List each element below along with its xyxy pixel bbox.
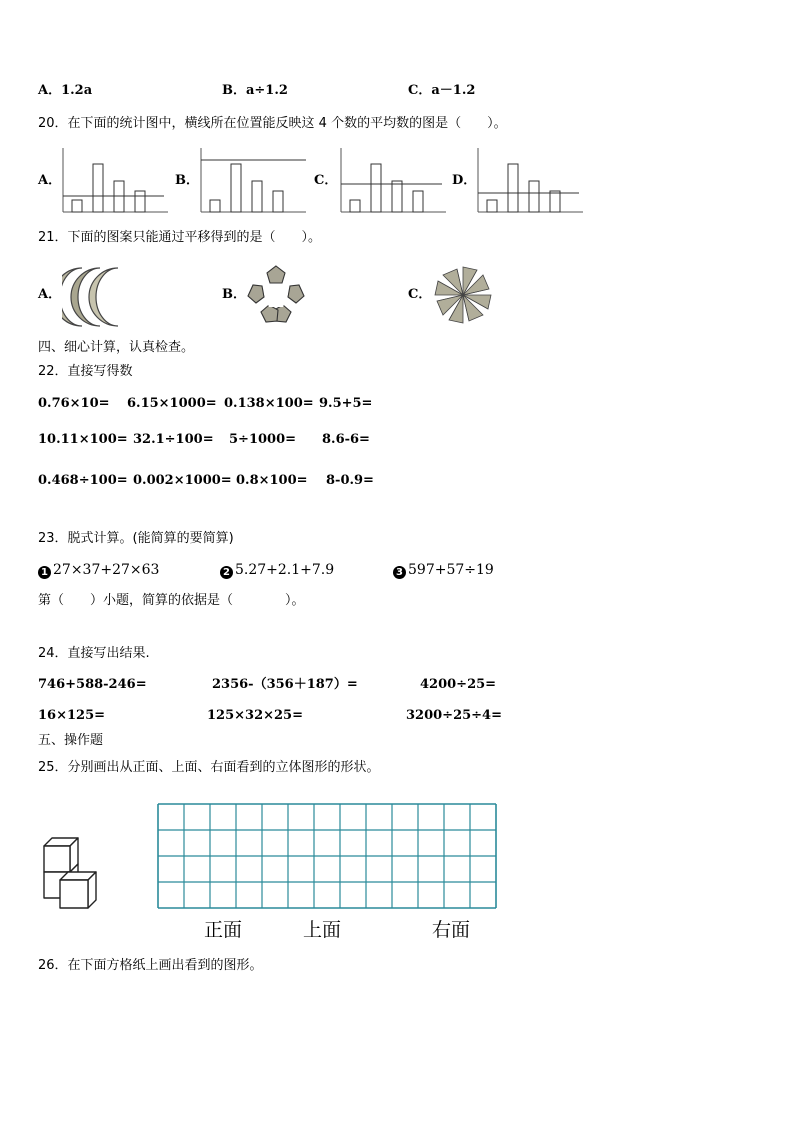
q24-item: 125×32×25= [207,708,303,723]
q19-option-b: B．a÷1.2 [222,83,288,98]
q21-label-a: A． [38,287,62,302]
q22-item: 8.6-6= [322,432,370,447]
q25-label-right: 右面 [432,919,471,941]
q22-item: 0.138×100= [224,396,314,411]
q26-stem: 26．在下面方格纸上画出看到的图形。 [38,958,263,973]
q21-moons-figure [62,266,134,328]
q23-item-2 [220,562,334,579]
q21-pinwheel-figure [432,264,494,326]
q21-stem: 21．下面的图案只能通过平移得到的是（ ）。 [38,230,322,245]
q20-chart-a [60,146,170,214]
q22-item: 8-0.9= [326,473,374,488]
q23-stem: 23．脱式计算。(能简算的要简算) [38,531,234,546]
q22-item: 6.15×1000= [127,396,217,411]
q20-label-d: D． [452,173,477,188]
q24-item: 3200÷25÷4= [406,708,502,723]
q23-follow-up: 第（ ）小题，简算的依据是（ ）。 [38,593,305,608]
q20-stem: 20．在下面的统计图中，横线所在位置能反映这 4 个数的平均数的图是（ ）。 [38,116,507,131]
q23-item-number: 1 [38,566,51,579]
q24-item: 16×125= [38,708,106,723]
q22-item: 0.8×100= [236,473,308,488]
q20-chart-c [338,146,448,214]
q21-pentagons-figure [245,264,307,326]
q19-option-c: C．a－1.2 [408,83,476,98]
q23-item-number: 2 [220,566,233,579]
q21-label-b: B． [222,287,246,302]
section-5-heading: 五、操作题 [38,733,104,748]
q19-option-a: A．1.2a [38,83,93,98]
q23-item-number: 3 [393,566,406,579]
q22-item: 5÷1000= [229,432,297,447]
q21-label-c: C． [408,287,432,302]
q20-chart-d [475,146,585,214]
q23-item-3 [393,562,494,579]
q24-item: 746+588-246= [38,677,147,692]
q25-answer-grid[interactable] [157,803,497,911]
q24-item: 2356-（356＋187）= [212,677,358,692]
q25-cube-figure [38,832,110,914]
q22-item: 0.76×10= [38,396,110,411]
q22-item: 10.11×100= [38,432,128,447]
section-4-heading: 四、细心计算，认真检查。 [38,340,195,355]
q25-label-front: 正面 [204,919,243,941]
q22-item: 0.468÷100= [38,473,128,488]
q23-expression: 5.27+2.1+7.9 [235,562,335,578]
q22-item: 32.1÷100= [133,432,214,447]
q23-expression: 27×37+27×63 [53,562,160,578]
q24-item: 4200÷25= [420,677,497,692]
q20-label-a: A． [38,173,62,188]
q23-item-1 [38,562,159,579]
q22-item: 0.002×1000= [133,473,232,488]
q24-stem: 24．直接写出结果. [38,646,150,661]
q20-label-c: C． [314,173,338,188]
q20-chart-b [198,146,308,214]
q25-stem: 25．分别画出从正面、上面、右面看到的立体图形的形状。 [38,760,380,775]
q23-expression: 597+57÷19 [408,562,494,578]
q22-item: 9.5+5= [319,396,373,411]
q22-stem: 22．直接写得数 [38,364,133,379]
q20-label-b: B． [175,173,199,188]
q25-label-top: 上面 [303,919,342,941]
